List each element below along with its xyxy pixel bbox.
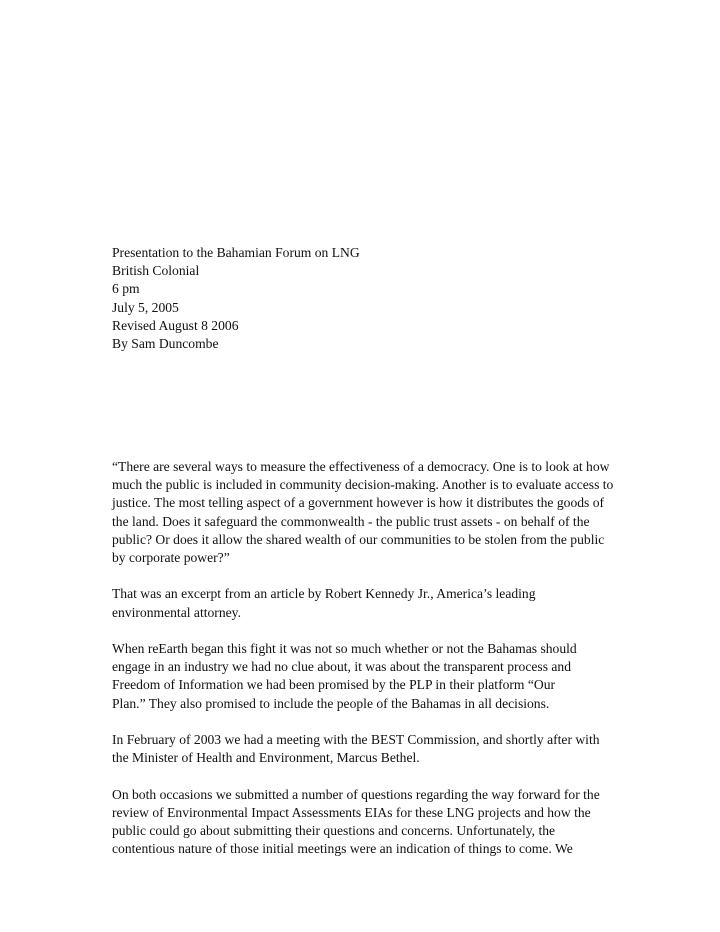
header-title: Presentation to the Bahamian Forum on LNG bbox=[112, 245, 360, 260]
header-revised: Revised August 8 2006 bbox=[112, 317, 239, 333]
header-time: 6 pm bbox=[112, 281, 140, 297]
header-author: By Sam Duncombe bbox=[112, 336, 219, 352]
document-header bbox=[112, 244, 632, 353]
body-paragraph bbox=[112, 731, 618, 767]
quote-paragraph bbox=[112, 458, 618, 567]
text-line: by corporate power?” bbox=[112, 550, 230, 566]
header-venue: British Colonial bbox=[112, 263, 200, 279]
attribution-paragraph bbox=[112, 585, 618, 621]
text-line: review of Environmental Impact Assessments EIAs for these LNG projects and how the bbox=[112, 804, 591, 820]
text-line: public could go about submitting their questions and concerns. Unfortunately, the bbox=[112, 823, 556, 838]
text-line: environmental attorney. bbox=[112, 604, 241, 620]
text-line: the land. Does it safeguard the commonwealth - the public trust assets - on behalf of the bbox=[112, 513, 590, 529]
text-line: Freedom of Information we had been promised by the PLP in their platform “Our bbox=[112, 677, 556, 693]
text-line: That was an excerpt from an article by Robert Kennedy Jr., America’s leading bbox=[112, 586, 536, 602]
text-line: When reEarth began this fight it was not so much whether or not the Bahamas should bbox=[112, 641, 577, 656]
text-line: Plan.” They also promised to include the people of the Bahamas in all decisions. bbox=[112, 695, 550, 711]
header-date: July 5, 2005 bbox=[112, 299, 179, 315]
text-line: In February of 2003 we had a meeting with the BEST Commission, and shortly after with bbox=[112, 732, 600, 747]
text-line: public? Or does it allow the shared wealth of our communities to be stolen from the public bbox=[112, 531, 605, 547]
text-line: “There are several ways to measure the effectiveness of a democracy. One is to look at how bbox=[112, 459, 610, 474]
text-line: engage in an industry we had no clue about, it was about the transparent process and bbox=[112, 659, 572, 675]
text-line: contentious nature of those initial meetings were an indication of things to come. We bbox=[112, 841, 573, 857]
text-line: On both occasions we submitted a number of questions regarding the way forward for the bbox=[112, 786, 600, 802]
text-line: much the public is included in community decision-making. Another is to evaluate access to bbox=[112, 477, 614, 493]
body-paragraph bbox=[112, 640, 618, 713]
document-body bbox=[112, 458, 618, 877]
body-paragraph bbox=[112, 786, 618, 859]
text-line: justice. The most telling aspect of a government however is how it distributes the goods of bbox=[112, 495, 605, 511]
text-line: the Minister of Health and Environment, Marcus Bethel. bbox=[112, 750, 420, 766]
